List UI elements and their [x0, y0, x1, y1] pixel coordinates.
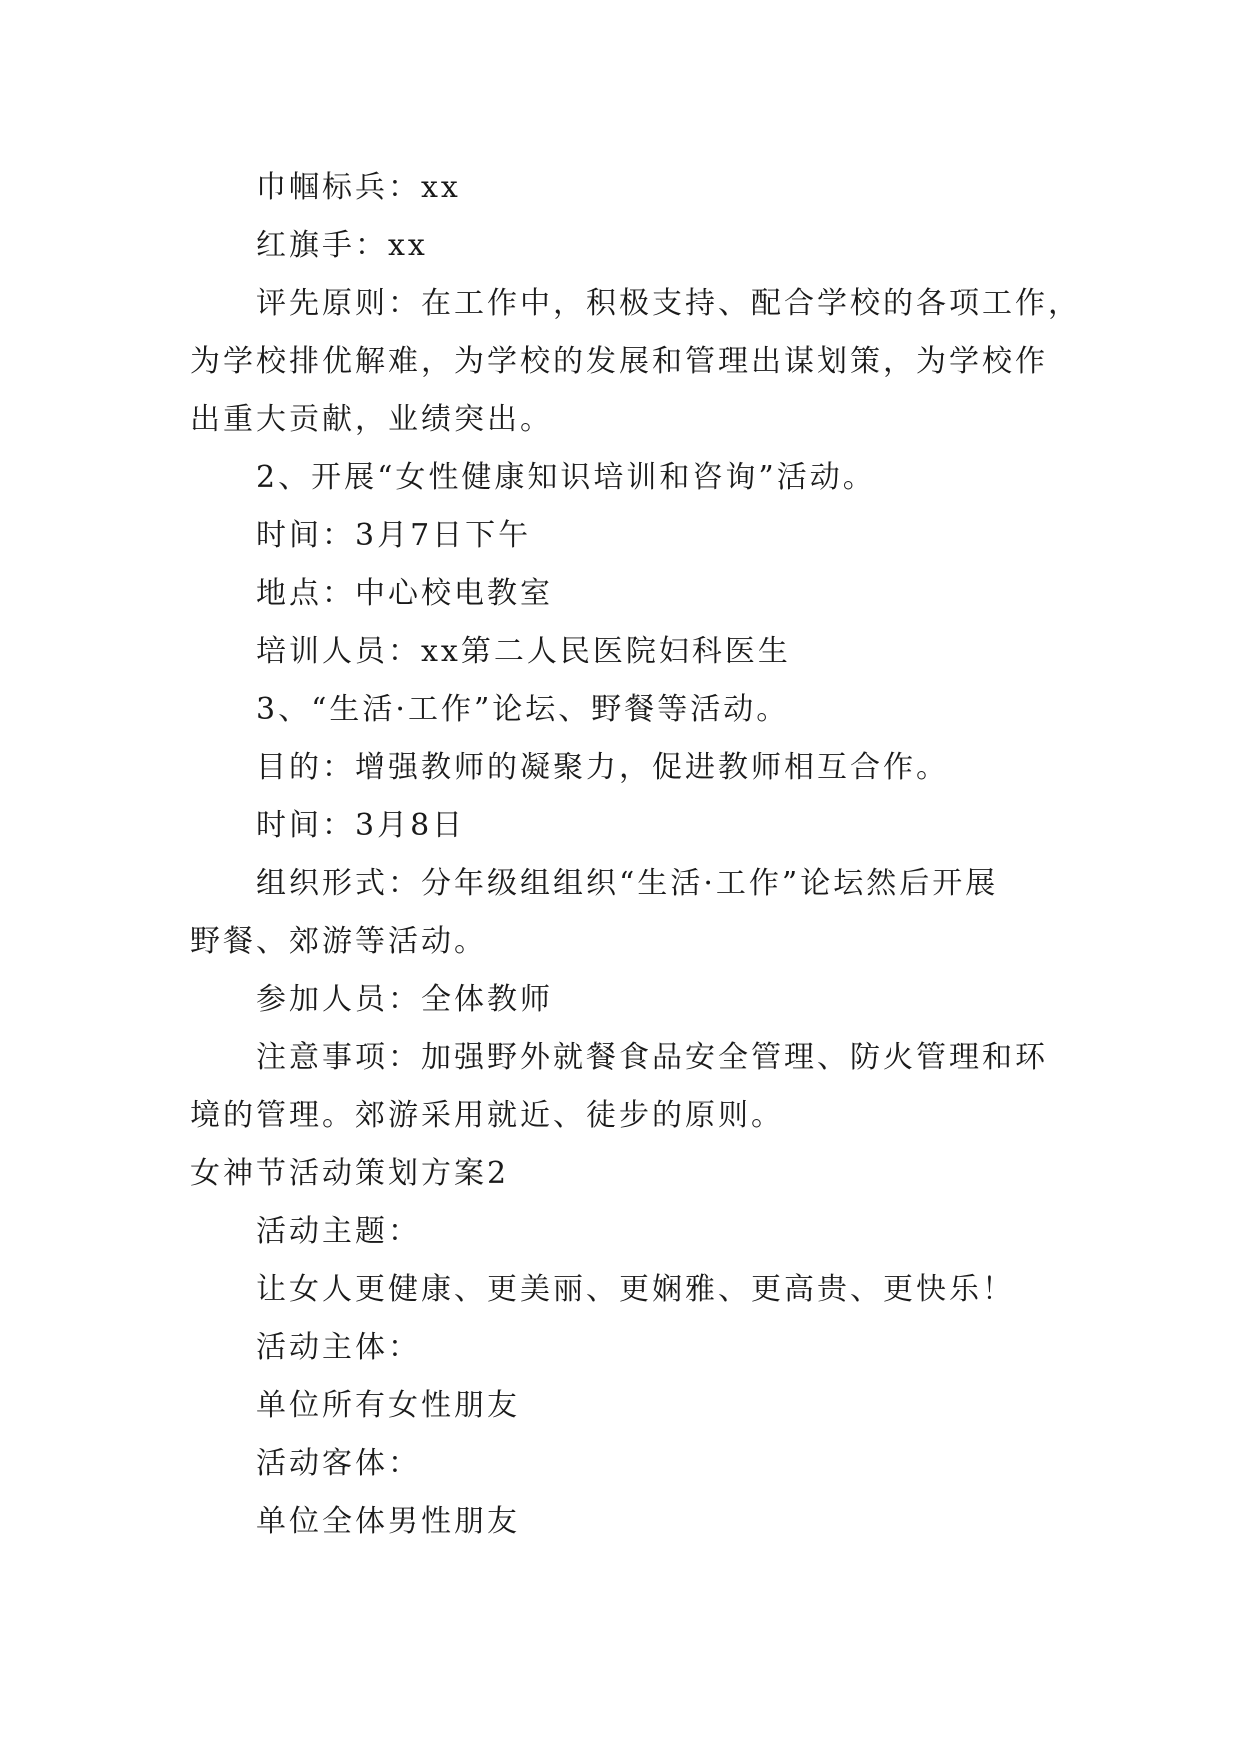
- text-line: 参加人员：全体教师: [256, 982, 553, 1017]
- text-line: 野餐、郊游等活动。: [190, 924, 487, 959]
- text-line: 为学校排优解难，为学校的发展和管理出谋划策，为学校作: [190, 344, 1048, 379]
- text-line: 境的管理。郊游采用就近、徒步的原则。: [190, 1098, 784, 1133]
- text-line: 出重大贡献，业绩突出。: [190, 402, 553, 437]
- section-heading: 女神节活动策划方案2: [190, 1156, 510, 1191]
- text-line: 时间：3月8日: [256, 808, 466, 843]
- text-line: 地点：中心校电教室: [256, 576, 553, 611]
- text-line: 目的：增强教师的凝聚力，促进教师相互合作。: [256, 750, 949, 785]
- text-line: 让女人更健康、更美丽、更娴雅、更高贵、更快乐！: [256, 1272, 1015, 1307]
- text-line: 评先原则：在工作中，积极支持、配合学校的各项工作，: [256, 286, 1081, 321]
- text-line: 2、开展“女性健康知识培训和咨询”活动。: [256, 460, 876, 495]
- text-line: 注意事项：加强野外就餐食品安全管理、防火管理和环: [256, 1040, 1048, 1075]
- text-line: 红旗手：xx: [256, 228, 428, 263]
- text-line: 活动主体：: [256, 1330, 421, 1365]
- text-line: 巾帼标兵：xx: [256, 170, 461, 205]
- text-line: 单位所有女性朋友: [256, 1388, 520, 1423]
- document-body: [190, 159, 1081, 1551]
- text-line: 组织形式：分年级组组织“生活·工作”论坛然后开展: [256, 866, 999, 901]
- text-line: 3、“生活·工作”论坛、野餐等活动。: [256, 692, 790, 727]
- text-line: 时间：3月7日下午: [256, 518, 532, 553]
- text-line: 活动主题：: [256, 1214, 421, 1249]
- text-line: 培训人员：xx第二人民医院妇科医生: [256, 634, 791, 669]
- text-line: 单位全体男性朋友: [256, 1504, 520, 1539]
- text-line: 活动客体：: [256, 1446, 421, 1481]
